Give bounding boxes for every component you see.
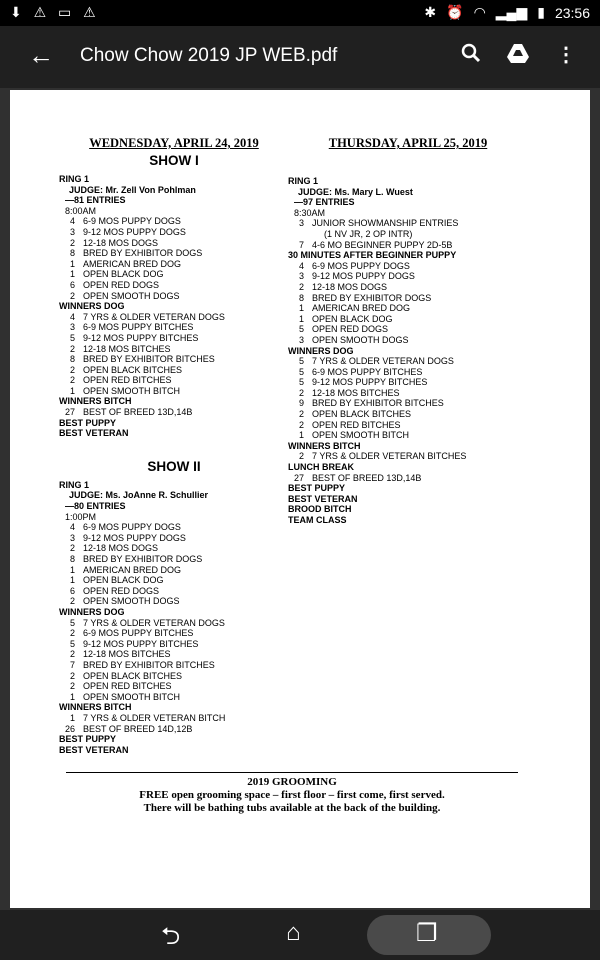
grooming-line-2: There will be bathing tubs available at the back of the building. (143, 802, 441, 814)
schedule-line (59, 344, 289, 355)
class-label: 30 MINUTES AFTER BEGINNER PUPPY (288, 250, 457, 261)
class-label: 7 YRS & OLDER VETERAN DOGS (312, 356, 454, 367)
back-arrow-icon[interactable]: ← (28, 40, 54, 70)
entry-count: 27 (293, 472, 304, 483)
entry-count: 6 (69, 279, 75, 290)
entry-count: 8 (69, 354, 75, 365)
schedule-line (59, 586, 289, 597)
alarm-icon: ⏰ (446, 4, 464, 20)
class-label: 7 YRS & OLDER VETERAN DOGS (83, 617, 225, 628)
schedule-line (59, 543, 289, 554)
schedule-line (59, 575, 289, 586)
entry-count: 2 (69, 649, 75, 660)
class-label: OPEN BLACK DOG (312, 313, 393, 324)
schedule-line (59, 692, 289, 703)
class-label: BRED BY EXHIBITOR BITCHES (312, 398, 444, 409)
schedule-line (288, 250, 528, 261)
schedule-line (59, 269, 289, 280)
schedule-line (288, 462, 528, 473)
schedule-line (288, 388, 528, 399)
class-label: BEST OF BREED 14D,12B (83, 723, 193, 734)
schedule-line (288, 240, 528, 251)
home-icon[interactable]: ⌂ (286, 919, 301, 946)
class-label: OPEN RED BITCHES (312, 419, 401, 430)
entry-count: 2 (298, 419, 304, 430)
schedule-line (59, 248, 289, 259)
entry-count: 2 (298, 281, 304, 292)
class-label: OPEN BLACK DOG (83, 269, 164, 280)
entry-count: 5 (298, 377, 304, 388)
status-bar (0, 0, 600, 26)
schedule-line (288, 282, 528, 293)
class-label: 9-12 MOS PUPPY DOGS (83, 532, 186, 543)
show-1-heading: SHOW I (149, 153, 199, 168)
class-label: WINNERS DOG (59, 301, 125, 312)
class-label: JUNIOR SHOWMANSHIP ENTRIES (312, 218, 459, 229)
class-label: OPEN SMOOTH DOGS (312, 334, 409, 345)
schedule-line (59, 607, 289, 618)
entry-count: 3 (298, 271, 304, 282)
class-label: 9-12 MOS PUPPY DOGS (312, 271, 415, 282)
class-label: BEST OF BREED 13D,14B (312, 472, 422, 483)
class-label: 9-12 MOS PUPPY BITCHES (83, 638, 199, 649)
entry-count: 1 (298, 303, 304, 314)
schedule-line (59, 628, 289, 639)
class-label: WINNERS BITCH (288, 440, 361, 451)
schedule-line (59, 480, 289, 491)
entry-count: 3 (69, 322, 75, 333)
entry-count: 1 (69, 575, 75, 586)
schedule-line (59, 660, 289, 671)
back-icon[interactable]: ⮌ (161, 923, 181, 950)
schedule-line (59, 312, 289, 323)
class-label: 9-12 MOS PUPPY BITCHES (312, 377, 428, 388)
entry-count: 2 (69, 681, 75, 692)
entry-count: 2 (69, 237, 75, 248)
class-label: OPEN BLACK BITCHES (83, 364, 183, 375)
entry-count: 2 (69, 596, 75, 607)
schedule-line (59, 322, 289, 333)
app-bar (0, 26, 600, 88)
entry-count: 1 (69, 258, 75, 269)
class-label: 7 YRS & OLDER VETERAN BITCHES (312, 451, 467, 462)
show-1-list (59, 174, 289, 439)
schedule-line (288, 398, 528, 409)
status-time: 23:56 (554, 4, 590, 21)
class-label: OPEN RED BITCHES (83, 681, 172, 692)
class-label: 6-9 MOS PUPPY BITCHES (312, 366, 423, 377)
class-label: BRED BY EXHIBITOR BITCHES (83, 659, 215, 670)
entry-count: 1 (298, 430, 304, 441)
schedule-line (59, 227, 289, 238)
class-label: BEST VETERAN (288, 493, 358, 504)
class-label: 6-9 MOS PUPPY BITCHES (83, 628, 194, 639)
entry-count: 6 (69, 585, 75, 596)
battery-icon: ▮ (537, 4, 545, 20)
drive-icon[interactable] (506, 42, 530, 70)
schedule-line (59, 291, 289, 302)
schedule-line (288, 229, 528, 240)
schedule-line (288, 271, 528, 282)
entry-count: 2 (69, 543, 75, 554)
schedule-line (59, 259, 289, 270)
entry-count: 2 (69, 670, 75, 681)
schedule-line (288, 494, 528, 505)
class-label: BRED BY EXHIBITOR BITCHES (83, 354, 215, 365)
schedule-line (288, 314, 528, 325)
entry-count: 3 (69, 226, 75, 237)
entry-count: 2 (298, 409, 304, 420)
schedule-line (59, 639, 289, 650)
thursday-list (288, 176, 528, 526)
class-label: 9-12 MOS PUPPY BITCHES (83, 332, 199, 343)
schedule-line (59, 649, 289, 660)
schedule-line (288, 356, 528, 367)
class-label: BEST VETERAN (59, 744, 129, 755)
schedule-line (59, 280, 289, 291)
schedule-line (59, 174, 289, 185)
schedule-line (59, 195, 289, 206)
class-label: BRED BY EXHIBITOR DOGS (83, 554, 203, 564)
entry-count: 3 (298, 218, 304, 229)
schedule-line (59, 375, 289, 386)
entry-count: 7 (298, 239, 304, 250)
document-title: Chow Chow 2019 JP WEB.pdf (80, 45, 338, 66)
schedule-line (288, 218, 528, 229)
class-label: BEST PUPPY (59, 417, 117, 428)
schedule-line (59, 533, 289, 544)
schedule-line (59, 354, 289, 365)
schedule-line (59, 745, 289, 756)
schedule-line (59, 702, 289, 713)
wifi-icon: ◠ (473, 4, 486, 20)
class-label: BEST PUPPY (288, 483, 346, 494)
class-label: BROOD BITCH (288, 504, 352, 515)
class-label: AMERICAN BRED DOG (312, 303, 411, 314)
schedule-line (59, 724, 289, 735)
schedule-line (288, 324, 528, 335)
wednesday-heading: WEDNESDAY, APRIL 24, 2019 (89, 136, 259, 150)
schedule-line (59, 490, 289, 501)
schedule-line (288, 504, 528, 515)
class-label: 12-18 MOS DOGS (312, 281, 388, 292)
class-label: OPEN RED BITCHES (83, 375, 172, 386)
show-2-list (59, 480, 289, 755)
schedule-line (59, 396, 289, 407)
class-label: 7 YRS & OLDER VETERAN BITCH (83, 712, 226, 723)
schedule-line (288, 483, 528, 494)
class-label: JUDGE: Ms. JoAnne R. Schullier (69, 490, 209, 501)
class-label: 6-9 MOS PUPPY DOGS (83, 522, 181, 533)
class-label: 12-18 MOS BITCHES (83, 343, 171, 354)
schedule-line (288, 367, 528, 378)
schedule-line (59, 407, 289, 418)
entry-count: 1 (69, 564, 75, 575)
schedule-line (59, 512, 289, 523)
schedule-line (288, 409, 528, 420)
schedule-line (59, 681, 289, 692)
class-label: BRED BY EXHIBITOR DOGS (83, 248, 203, 259)
class-label: OPEN BLACK BITCHES (312, 409, 412, 420)
class-label: OPEN SMOOTH DOGS (83, 290, 180, 301)
schedule-line (288, 197, 528, 208)
schedule-line (59, 501, 289, 512)
entry-count: 3 (298, 334, 304, 345)
class-label: 12-18 MOS DOGS (83, 237, 159, 248)
schedule-line (288, 335, 528, 346)
entry-count: 8 (298, 292, 304, 303)
class-label: WINNERS BITCH (59, 396, 132, 407)
schedule-line (59, 618, 289, 629)
entry-count: 3 (69, 532, 75, 543)
schedule-line (288, 377, 528, 388)
class-label: —81 ENTRIES (65, 195, 126, 206)
recents-icon[interactable]: ❐ (416, 920, 438, 947)
grooming-section (66, 776, 518, 815)
schedule-line (288, 346, 528, 357)
notification-icons: ⬇ ⚠ ▭ ⚠ (10, 4, 100, 20)
class-label: 12-18 MOS BITCHES (312, 387, 400, 398)
schedule-line (59, 185, 289, 196)
class-label: AMERICAN BRED DOG (83, 258, 182, 269)
class-label: RING 1 (59, 479, 90, 490)
class-label: RING 1 (59, 174, 90, 184)
class-label: BEST OF BREED 13D,14B (83, 407, 193, 418)
schedule-line (288, 420, 528, 431)
schedule-line (59, 301, 289, 312)
entry-count: 27 (64, 407, 75, 418)
class-label: 7 YRS & OLDER VETERAN DOGS (83, 311, 225, 322)
class-label: —80 ENTRIES (65, 501, 126, 512)
schedule-line (59, 365, 289, 376)
wednesday-column (59, 136, 289, 755)
schedule-line (288, 473, 528, 484)
entry-count: 26 (64, 723, 75, 734)
thursday-heading: THURSDAY, APRIL 25, 2019 (328, 136, 488, 150)
class-label: OPEN SMOOTH DOGS (83, 596, 180, 607)
schedule-line (59, 428, 289, 439)
entry-count: 4 (69, 522, 75, 533)
entry-count: 1 (69, 385, 75, 396)
class-label: AMERICAN BRED DOG (83, 564, 182, 575)
pdf-page (10, 90, 590, 908)
bluetooth-icon: ✱ (424, 4, 437, 20)
class-label: 12-18 MOS DOGS (83, 543, 159, 554)
entry-count: 1 (69, 712, 75, 723)
entry-count: 1 (298, 313, 304, 324)
entry-count: 2 (69, 343, 75, 354)
schedule-line (288, 187, 528, 198)
search-icon[interactable] (460, 42, 482, 70)
entry-count: 5 (298, 366, 304, 377)
class-label: OPEN SMOOTH BITCH (312, 430, 410, 441)
entry-count: 7 (69, 659, 75, 670)
schedule-line (288, 261, 528, 272)
class-label: WINNERS DOG (59, 606, 125, 617)
schedule-line (59, 333, 289, 344)
entry-count: 2 (69, 364, 75, 375)
class-label: OPEN BLACK BITCHES (83, 670, 183, 681)
schedule-line (288, 430, 528, 441)
class-label: WINNERS DOG (288, 345, 354, 356)
entry-count: 5 (69, 617, 75, 628)
schedule-line (288, 293, 528, 304)
schedule-line (59, 671, 289, 682)
class-label: 12-18 MOS BITCHES (83, 649, 171, 660)
thursday-column (288, 136, 528, 526)
signal-icon: ▂▄▆ (495, 4, 528, 20)
class-label: OPEN RED DOGS (83, 585, 160, 596)
entry-count: 5 (298, 324, 304, 335)
class-label: 6-9 MOS PUPPY BITCHES (83, 322, 194, 333)
class-label: 9-12 MOS PUPPY DOGS (83, 226, 186, 237)
schedule-line (288, 176, 528, 187)
class-label: OPEN RED DOGS (312, 324, 389, 335)
schedule-line (59, 596, 289, 607)
schedule-line (59, 418, 289, 429)
class-label: LUNCH BREAK (288, 462, 354, 473)
schedule-line (59, 713, 289, 724)
class-label: (1 NV JR, 2 OP INTR) (324, 228, 413, 239)
schedule-line (59, 238, 289, 249)
class-label: BEST PUPPY (59, 734, 117, 745)
more-icon[interactable]: ⋮ (556, 44, 576, 66)
show-2-heading: SHOW II (147, 458, 201, 474)
schedule-line (288, 303, 528, 314)
grooming-title: 2019 GROOMING (247, 776, 337, 788)
entry-count: 8 (69, 248, 75, 259)
class-label: JUDGE: Mr. Zell Von Pohlman (69, 184, 196, 195)
class-label: —97 ENTRIES (294, 197, 355, 208)
entry-count: 5 (69, 638, 75, 649)
schedule-line (59, 206, 289, 217)
class-label: TEAM CLASS (288, 515, 347, 525)
entry-count: 2 (298, 387, 304, 398)
class-label: 4-6 MO BEGINNER PUPPY 2D-5B (312, 239, 453, 250)
grooming-line-1: FREE open grooming space – first floor – first come, first served. (139, 789, 445, 801)
entry-count: 9 (298, 398, 304, 409)
schedule-line (59, 554, 289, 565)
entry-count: 1 (69, 691, 75, 702)
divider (66, 772, 518, 773)
schedule-line (288, 208, 528, 219)
entry-count: 5 (298, 356, 304, 367)
class-label: OPEN SMOOTH BITCH (83, 385, 181, 396)
schedule-line (59, 216, 289, 227)
class-label: OPEN SMOOTH BITCH (83, 691, 181, 702)
class-label: JUDGE: Ms. Mary L. Wuest (298, 186, 413, 197)
entry-count: 4 (298, 260, 304, 271)
entry-count: 4 (69, 216, 75, 227)
entry-count: 5 (69, 332, 75, 343)
status-right (424, 4, 590, 21)
entry-count: 2 (298, 451, 304, 462)
class-label: RING 1 (288, 176, 319, 186)
class-label: 6-9 MOS PUPPY DOGS (83, 216, 181, 227)
entry-count: 2 (69, 628, 75, 639)
entry-count: 4 (69, 311, 75, 322)
nav-bar (0, 910, 600, 960)
schedule-line (59, 386, 289, 397)
schedule-line (288, 451, 528, 462)
class-label: OPEN BLACK DOG (83, 575, 164, 586)
class-label: 8:00AM (65, 205, 97, 216)
schedule-line (59, 565, 289, 576)
schedule-line (59, 734, 289, 745)
schedule-line (288, 441, 528, 452)
class-label: 1:00PM (65, 511, 97, 522)
schedule-line (59, 522, 289, 533)
entry-count: 8 (69, 554, 75, 564)
entry-count: 1 (69, 269, 75, 280)
class-label: OPEN RED DOGS (83, 279, 160, 290)
class-label: WINNERS BITCH (59, 702, 132, 713)
entry-count: 2 (69, 375, 75, 386)
class-label: BEST VETERAN (59, 428, 129, 439)
class-label: BRED BY EXHIBITOR DOGS (312, 292, 432, 303)
schedule-line (288, 515, 528, 526)
entry-count: 2 (69, 290, 75, 301)
class-label: 8:30AM (294, 207, 326, 218)
class-label: 6-9 MOS PUPPY DOGS (312, 260, 410, 271)
